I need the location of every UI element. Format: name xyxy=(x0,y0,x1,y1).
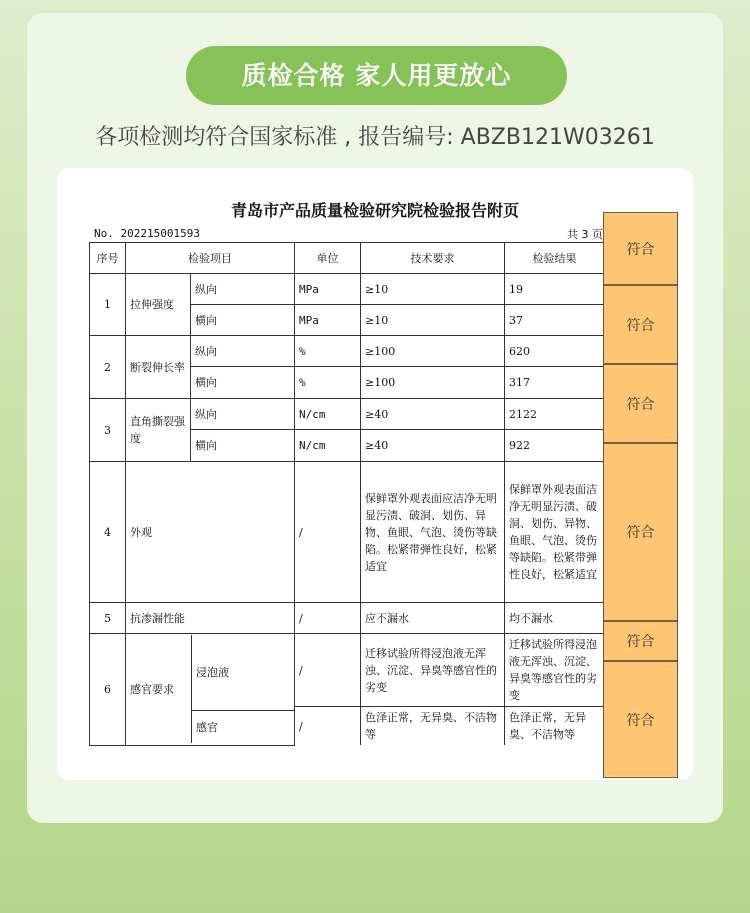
row-unit: N/cm xyxy=(295,430,361,462)
row-requirement: 色泽正常，无异臭、不洁物等 xyxy=(361,707,505,746)
row-result: 19 xyxy=(505,274,605,305)
row-result: 迁移试验所得浸泡液无浑浊、沉淀、异臭等感官性的劣变 xyxy=(505,634,605,707)
table-row xyxy=(90,336,605,367)
inspection-table xyxy=(89,242,605,746)
row-unit: / xyxy=(295,462,361,603)
row-result: 317 xyxy=(505,367,605,399)
row-sub-item: 横向 xyxy=(191,367,295,399)
table-header-row xyxy=(90,243,605,274)
report-title: 青岛市产品质量检验研究院检验报告附页 xyxy=(230,201,519,220)
verdict-column xyxy=(603,212,678,778)
row-sub-item: 横向 xyxy=(191,305,295,336)
row-requirement: 保鲜罩外观表面应洁净无明显污渍、破洞、划伤、异物、鱼眼、气泡、烫伤等缺陷。松紧带弹性良好，松紧适宜 xyxy=(361,462,505,603)
verdict-cell: 符合 xyxy=(604,621,677,661)
row-seq: 2 xyxy=(90,336,126,399)
row-item: 断裂伸长率 xyxy=(126,336,191,399)
row-unit: MPa xyxy=(295,305,361,336)
row-seq: 1 xyxy=(90,274,126,336)
row-item: 直角撕裂强度 xyxy=(126,399,191,462)
row-requirement: ≥40 xyxy=(361,430,505,462)
row-result: 均不漏水 xyxy=(505,603,605,634)
report-page-count: 共 3 页 xyxy=(567,228,603,241)
verdict-cell: 符合 xyxy=(604,661,677,778)
row-requirement: ≥100 xyxy=(361,336,505,367)
table-row xyxy=(90,274,605,305)
row-item: 抗渗漏性能 xyxy=(126,603,295,634)
row-result: 色泽正常，无异臭、不洁物等 xyxy=(505,707,605,746)
row-sub-item: 感官 xyxy=(196,720,218,734)
row-item: 拉伸强度 xyxy=(126,274,191,336)
table-row xyxy=(90,634,605,707)
quality-badge: 质检合格 家人用更放心 xyxy=(186,46,567,105)
row-unit: / xyxy=(295,707,361,746)
row-requirement: 迁移试验所得浸泡液无浑浊、沉淀、异臭等感官性的劣变 xyxy=(361,634,505,707)
table-row xyxy=(90,399,605,430)
row-result: 37 xyxy=(505,305,605,336)
header-unit: 单位 xyxy=(295,243,361,274)
row-requirement: ≥10 xyxy=(361,274,505,305)
verdict-cell: 符合 xyxy=(604,364,677,443)
row-sub-item: 纵向 xyxy=(191,274,295,305)
standard-subtitle: 各项检测均符合国家标准 , 报告编号: ABZB121W03261 xyxy=(95,125,655,150)
table-row xyxy=(90,462,605,603)
table-row xyxy=(90,603,605,634)
row-unit: / xyxy=(295,634,361,707)
row-requirement: ≥10 xyxy=(361,305,505,336)
header-item: 检验项目 xyxy=(126,243,295,274)
row-seq: 6 xyxy=(90,634,126,746)
row-unit: % xyxy=(295,336,361,367)
verdict-cell: 符合 xyxy=(604,285,677,364)
row-result: 2122 xyxy=(505,399,605,430)
verdict-cell: 符合 xyxy=(604,212,677,285)
row-seq: 4 xyxy=(90,462,126,603)
row-result: 922 xyxy=(505,430,605,462)
row-requirement: ≥40 xyxy=(361,399,505,430)
row-sub-item: 浸泡液 xyxy=(192,635,294,711)
verdict-cell: 符合 xyxy=(604,443,677,621)
header-seq: 序号 xyxy=(90,243,126,274)
row-sub-item: 纵向 xyxy=(191,336,295,367)
header-requirement: 技术要求 xyxy=(361,243,505,274)
header-result: 检验结果 xyxy=(505,243,605,274)
row-seq: 3 xyxy=(90,399,126,462)
row-sub-item: 纵向 xyxy=(191,399,295,430)
row-result: 620 xyxy=(505,336,605,367)
row-unit: N/cm xyxy=(295,399,361,430)
row-sub-item: 横向 xyxy=(191,430,295,462)
report-number: No. 202215001593 xyxy=(94,227,200,240)
row-requirement: 应不漏水 xyxy=(361,603,505,634)
row-seq: 5 xyxy=(90,603,126,634)
row-unit: % xyxy=(295,367,361,399)
row-requirement: ≥100 xyxy=(361,367,505,399)
row-unit: / xyxy=(295,603,361,634)
row-result: 保鲜罩外观表面洁净无明显污渍、破洞、划伤、异物、鱼眼、气泡、烫伤等缺陷。松紧带弹性良好，松紧适宜 xyxy=(505,462,605,603)
row-item: 外观 xyxy=(126,462,295,603)
row-item: 感官要求 xyxy=(130,682,174,696)
row-item-cell xyxy=(126,634,295,746)
row-unit: MPa xyxy=(295,274,361,305)
